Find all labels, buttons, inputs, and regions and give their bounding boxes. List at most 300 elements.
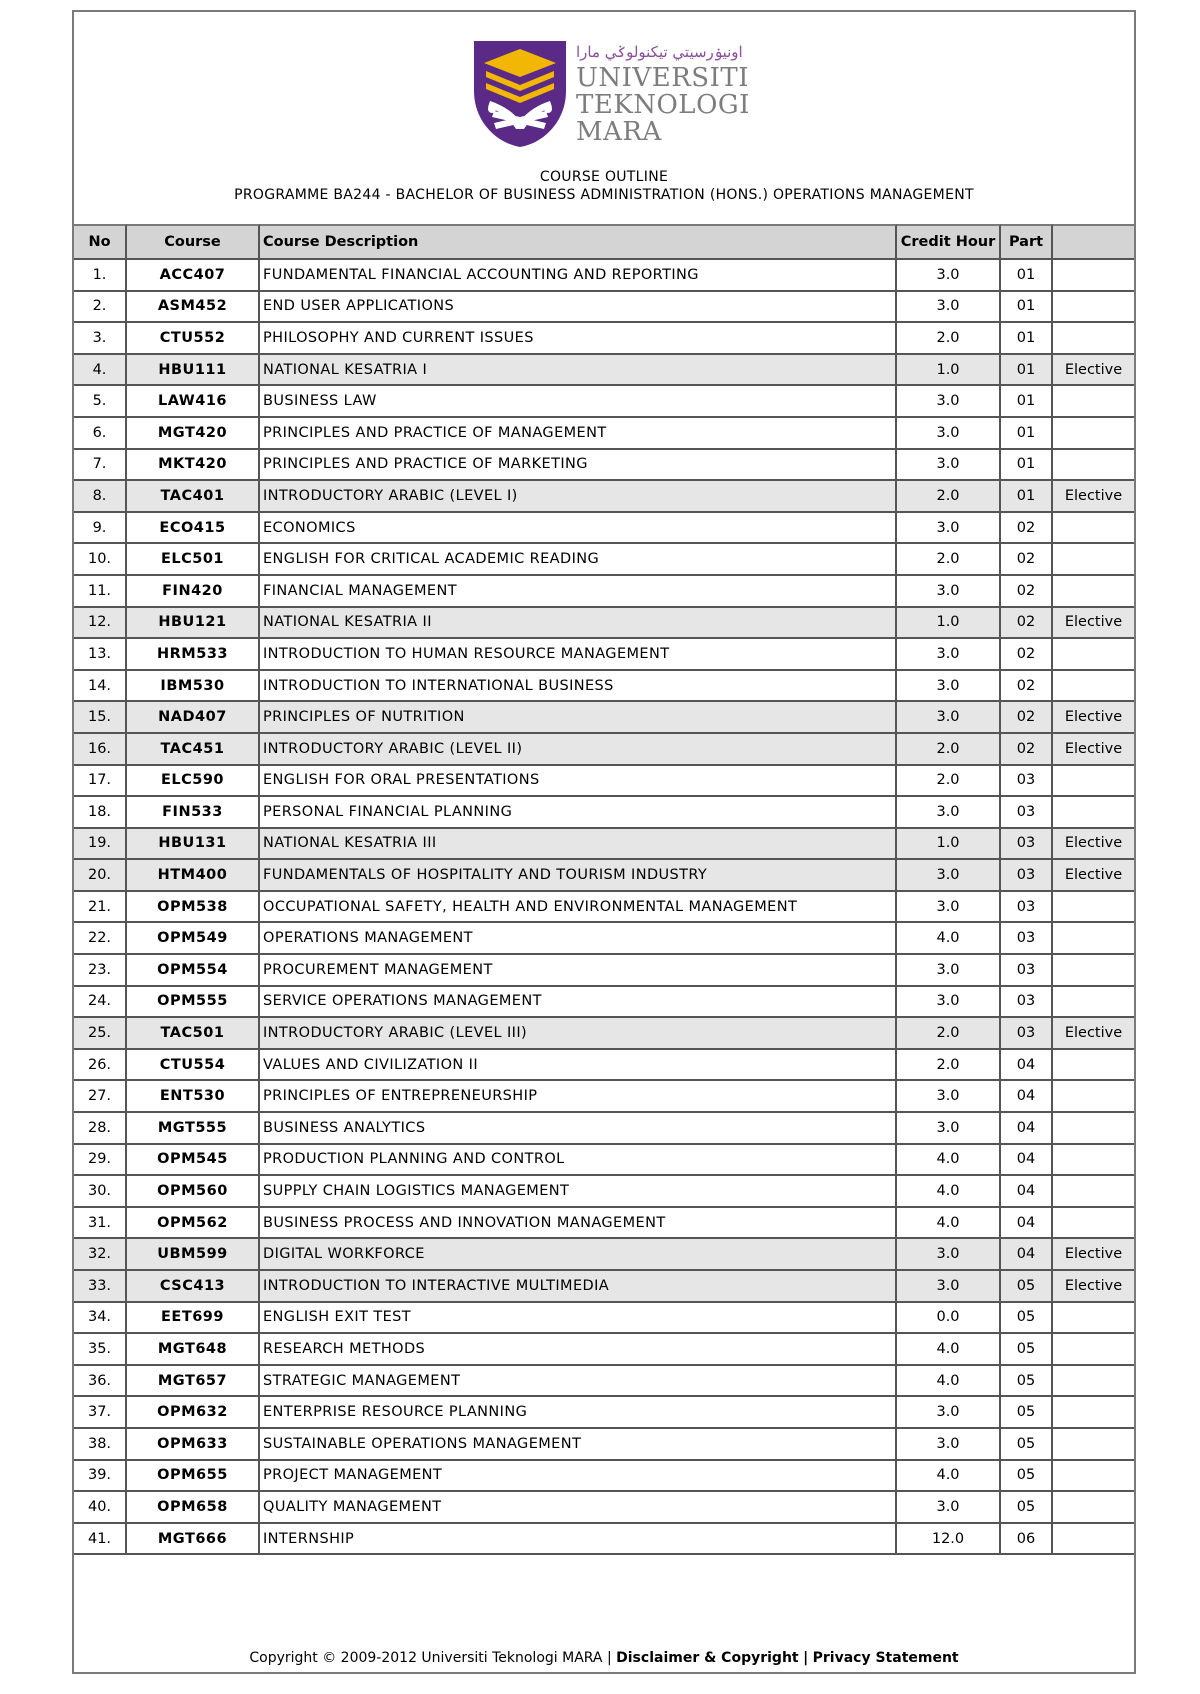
course-number: 15. [74,702,127,734]
course-description: FUNDAMENTAL FINANCIAL ACCOUNTING AND REPORTING [260,260,897,292]
credit-hour: 3.0 [897,671,1001,703]
course-part: 04 [1001,1239,1053,1271]
course-type [1053,450,1134,482]
table-row [74,1334,1134,1366]
course-part: 03 [1001,797,1053,829]
table-row [74,1524,1134,1556]
course-type [1053,1303,1134,1335]
course-part: 01 [1001,418,1053,450]
course-part: 05 [1001,1271,1053,1303]
logo-wordmark [576,39,750,147]
course-description: OCCUPATIONAL SAFETY, HEALTH AND ENVIRONMENTAL MANAGEMENT [260,892,897,924]
course-part: 04 [1001,1208,1053,1240]
course-description: INTERNSHIP [260,1524,897,1556]
course-type [1053,1081,1134,1113]
course-code: ENT530 [127,1081,260,1113]
course-part: 02 [1001,576,1053,608]
course-part: 02 [1001,544,1053,576]
credit-hour: 2.0 [897,323,1001,355]
course-part: 05 [1001,1492,1053,1524]
course-number: 35. [74,1334,127,1366]
course-code: HBU121 [127,608,260,640]
credit-hour: 3.0 [897,1429,1001,1461]
course-number: 19. [74,829,127,861]
course-type [1053,797,1134,829]
credit-hour: 3.0 [897,576,1001,608]
credit-hour: 3.0 [897,418,1001,450]
credit-hour: 3.0 [897,450,1001,482]
course-type [1053,987,1134,1019]
course-code: ELC590 [127,766,260,798]
course-description: BUSINESS PROCESS AND INNOVATION MANAGEMENT [260,1208,897,1240]
course-code: OPM632 [127,1397,260,1429]
course-part: 03 [1001,829,1053,861]
course-part: 03 [1001,955,1053,987]
course-number: 13. [74,639,127,671]
course-number: 12. [74,608,127,640]
course-code: IBM530 [127,671,260,703]
course-number: 3. [74,323,127,355]
course-number: 25. [74,1018,127,1050]
page-title: COURSE OUTLINE [539,169,669,185]
course-part: 04 [1001,1145,1053,1177]
course-code: HBU131 [127,829,260,861]
course-code: ECO415 [127,513,260,545]
credit-hour: 4.0 [897,1461,1001,1493]
course-type [1053,1145,1134,1177]
credit-hour: 4.0 [897,1145,1001,1177]
uitm-logo [472,39,750,159]
course-description: PERSONAL FINANCIAL PLANNING [260,797,897,829]
course-number: 29. [74,1145,127,1177]
course-part: 01 [1001,450,1053,482]
course-number: 7. [74,450,127,482]
course-type [1053,1208,1134,1240]
course-type [1053,544,1134,576]
course-number: 4. [74,355,127,387]
course-part: 03 [1001,1018,1053,1050]
column-header-type [1053,224,1134,260]
course-type [1053,576,1134,608]
table-row [74,418,1134,450]
course-code: TAC451 [127,734,260,766]
course-type: Elective [1053,481,1134,513]
table-row [74,671,1134,703]
course-description: PRINCIPLES AND PRACTICE OF MARKETING [260,450,897,482]
course-type [1053,513,1134,545]
course-number: 31. [74,1208,127,1240]
course-code: OPM633 [127,1429,260,1461]
course-code: MGT648 [127,1334,260,1366]
course-type: Elective [1053,1018,1134,1050]
course-part: 06 [1001,1524,1053,1556]
credit-hour: 3.0 [897,1271,1001,1303]
course-number: 26. [74,1050,127,1082]
course-type [1053,1429,1134,1461]
course-code: LAW416 [127,386,260,418]
course-part: 05 [1001,1397,1053,1429]
course-part: 04 [1001,1050,1053,1082]
course-description: ENTERPRISE RESOURCE PLANNING [260,1397,897,1429]
credit-hour: 4.0 [897,1208,1001,1240]
credit-hour: 4.0 [897,1366,1001,1398]
course-part: 03 [1001,860,1053,892]
table-row [74,639,1134,671]
course-description: INTRODUCTION TO HUMAN RESOURCE MANAGEMENT [260,639,897,671]
page-header [74,12,1134,226]
course-number: 22. [74,923,127,955]
course-description: ENGLISH EXIT TEST [260,1303,897,1335]
course-description: PRINCIPLES AND PRACTICE OF MANAGEMENT [260,418,897,450]
logo-line-teknologi: TEKNOLOGI [576,90,750,120]
course-description: SERVICE OPERATIONS MANAGEMENT [260,987,897,1019]
course-type [1053,1397,1134,1429]
course-part: 02 [1001,513,1053,545]
course-code: MGT420 [127,418,260,450]
table-row [74,513,1134,545]
credit-hour: 3.0 [897,639,1001,671]
credit-hour: 3.0 [897,1239,1001,1271]
disclaimer-link[interactable]: Disclaimer & Copyright [616,1650,799,1666]
course-description: NATIONAL KESATRIA I [260,355,897,387]
course-type: Elective [1053,355,1134,387]
course-code: ACC407 [127,260,260,292]
table-row [74,1303,1134,1335]
course-part: 03 [1001,923,1053,955]
course-type: Elective [1053,1239,1134,1271]
course-code: ASM452 [127,292,260,324]
course-code: OPM562 [127,1208,260,1240]
course-code: MGT555 [127,1113,260,1145]
course-description: ENGLISH FOR ORAL PRESENTATIONS [260,766,897,798]
credit-hour: 2.0 [897,1018,1001,1050]
logo-line-universiti: UNIVERSITI [576,63,749,93]
page-footer [74,1650,1134,1666]
credit-hour: 3.0 [897,1492,1001,1524]
course-part: 02 [1001,734,1053,766]
table-row [74,544,1134,576]
credit-hour: 3.0 [897,955,1001,987]
column-header-credit-hour: Credit Hour [897,224,1001,260]
table-row [74,987,1134,1019]
course-type [1053,292,1134,324]
table-row [74,955,1134,987]
course-number: 10. [74,544,127,576]
credit-hour: 3.0 [897,513,1001,545]
credit-hour: 4.0 [897,1176,1001,1208]
table-row [74,734,1134,766]
credit-hour: 3.0 [897,1397,1001,1429]
table-row [74,860,1134,892]
course-description: DIGITAL WORKFORCE [260,1239,897,1271]
course-description: NATIONAL KESATRIA II [260,608,897,640]
course-type [1053,1366,1134,1398]
course-description: PRINCIPLES OF NUTRITION [260,702,897,734]
course-part: 01 [1001,292,1053,324]
credit-hour: 3.0 [897,892,1001,924]
course-type: Elective [1053,702,1134,734]
course-code: ELC501 [127,544,260,576]
credit-hour: 2.0 [897,734,1001,766]
course-code: OPM555 [127,987,260,1019]
course-code: OPM545 [127,1145,260,1177]
course-part: 04 [1001,1113,1053,1145]
credit-hour: 1.0 [897,355,1001,387]
course-part: 03 [1001,892,1053,924]
course-number: 9. [74,513,127,545]
course-code: EET699 [127,1303,260,1335]
credit-hour: 1.0 [897,829,1001,861]
course-outline-frame [72,10,1136,1674]
course-table-body [74,260,1134,1555]
table-row [74,608,1134,640]
course-description: RESEARCH METHODS [260,1334,897,1366]
course-part: 02 [1001,702,1053,734]
course-type [1053,892,1134,924]
course-number: 40. [74,1492,127,1524]
table-header-row [74,224,1134,260]
course-description: PRODUCTION PLANNING AND CONTROL [260,1145,897,1177]
course-number: 28. [74,1113,127,1145]
course-type [1053,671,1134,703]
course-code: NAD407 [127,702,260,734]
table-row [74,923,1134,955]
course-type [1053,260,1134,292]
course-code: TAC501 [127,1018,260,1050]
course-part: 01 [1001,355,1053,387]
course-description: BUSINESS ANALYTICS [260,1113,897,1145]
table-row [74,1397,1134,1429]
course-part: 01 [1001,481,1053,513]
course-code: OPM549 [127,923,260,955]
course-description: FUNDAMENTALS OF HOSPITALITY AND TOURISM INDUSTRY [260,860,897,892]
course-description: NATIONAL KESATRIA III [260,829,897,861]
course-part: 04 [1001,1081,1053,1113]
course-part: 05 [1001,1429,1053,1461]
course-type: Elective [1053,1271,1134,1303]
course-number: 2. [74,292,127,324]
credit-hour: 2.0 [897,1050,1001,1082]
credit-hour: 3.0 [897,797,1001,829]
course-code: FIN420 [127,576,260,608]
credit-hour: 2.0 [897,766,1001,798]
table-row [74,1429,1134,1461]
course-number: 23. [74,955,127,987]
course-code: OPM538 [127,892,260,924]
course-part: 05 [1001,1303,1053,1335]
course-type [1053,1461,1134,1493]
credit-hour: 1.0 [897,608,1001,640]
course-type [1053,386,1134,418]
course-type: Elective [1053,734,1134,766]
table-row [74,1492,1134,1524]
course-description: SUSTAINABLE OPERATIONS MANAGEMENT [260,1429,897,1461]
course-description: PHILOSOPHY AND CURRENT ISSUES [260,323,897,355]
course-part: 01 [1001,323,1053,355]
table-row [74,1461,1134,1493]
course-description: ENGLISH FOR CRITICAL ACADEMIC READING [260,544,897,576]
table-row [74,1239,1134,1271]
course-description: PROJECT MANAGEMENT [260,1461,897,1493]
credit-hour: 12.0 [897,1524,1001,1556]
course-code: CTU554 [127,1050,260,1082]
course-code: HBU111 [127,355,260,387]
course-number: 27. [74,1081,127,1113]
course-part: 02 [1001,671,1053,703]
course-number: 21. [74,892,127,924]
course-part: 03 [1001,987,1053,1019]
table-row [74,1113,1134,1145]
table-row [74,386,1134,418]
course-number: 32. [74,1239,127,1271]
course-number: 8. [74,481,127,513]
logo-line-mara: MARA [576,117,662,147]
credit-hour: 3.0 [897,1081,1001,1113]
footer-separator: | [803,1650,809,1666]
table-row [74,323,1134,355]
course-type [1053,1524,1134,1556]
programme-title: PROGRAMME BA244 - BACHELOR OF BUSINESS ADMINISTRATION (HONS.) OPERATIONS MANAGEMENT [234,187,974,203]
table-row [74,766,1134,798]
column-header-description: Course Description [260,224,897,260]
course-description: SUPPLY CHAIN LOGISTICS MANAGEMENT [260,1176,897,1208]
course-part: 01 [1001,260,1053,292]
course-part: 05 [1001,1366,1053,1398]
course-part: 02 [1001,608,1053,640]
uitm-crest-icon [472,39,568,149]
course-number: 1. [74,260,127,292]
course-description: INTRODUCTORY ARABIC (LEVEL III) [260,1018,897,1050]
course-type: Elective [1053,608,1134,640]
course-description: INTRODUCTION TO INTERNATIONAL BUSINESS [260,671,897,703]
table-row [74,355,1134,387]
course-type [1053,639,1134,671]
credit-hour: 4.0 [897,1334,1001,1366]
logo-jawi-text: اونيۏرسيتي تيكنولوݢي مارا [576,43,743,61]
credit-hour: 3.0 [897,702,1001,734]
course-part: 03 [1001,766,1053,798]
table-row [74,1145,1134,1177]
course-part: 05 [1001,1461,1053,1493]
privacy-statement-link[interactable]: Privacy Statement [812,1650,959,1666]
table-row [74,292,1134,324]
credit-hour: 3.0 [897,386,1001,418]
copyright-text: Copyright © 2009-2012 Universiti Teknologi MARA | [249,1650,612,1666]
course-code: HTM400 [127,860,260,892]
course-code: OPM655 [127,1461,260,1493]
course-part: 05 [1001,1334,1053,1366]
course-code: HRM533 [127,639,260,671]
course-code: CTU552 [127,323,260,355]
table-row [74,260,1134,292]
table-row [74,829,1134,861]
course-type [1053,1334,1134,1366]
course-type [1053,923,1134,955]
course-number: 11. [74,576,127,608]
table-row [74,1176,1134,1208]
course-description: BUSINESS LAW [260,386,897,418]
course-part: 02 [1001,639,1053,671]
course-type [1053,1176,1134,1208]
course-description: OPERATIONS MANAGEMENT [260,923,897,955]
course-description: END USER APPLICATIONS [260,292,897,324]
course-code: UBM599 [127,1239,260,1271]
column-header-course: Course [127,224,260,260]
course-number: 6. [74,418,127,450]
course-part: 04 [1001,1176,1053,1208]
course-number: 24. [74,987,127,1019]
course-description: PROCUREMENT MANAGEMENT [260,955,897,987]
course-code: MGT657 [127,1366,260,1398]
table-row [74,797,1134,829]
course-number: 34. [74,1303,127,1335]
course-type [1053,1113,1134,1145]
course-type [1053,323,1134,355]
course-number: 18. [74,797,127,829]
course-code: OPM560 [127,1176,260,1208]
credit-hour: 3.0 [897,1113,1001,1145]
table-row [74,1050,1134,1082]
course-type [1053,1050,1134,1082]
table-row [74,576,1134,608]
course-type: Elective [1053,860,1134,892]
course-number: 37. [74,1397,127,1429]
credit-hour: 3.0 [897,987,1001,1019]
course-type [1053,955,1134,987]
credit-hour: 2.0 [897,481,1001,513]
table-row [74,1208,1134,1240]
credit-hour: 3.0 [897,860,1001,892]
table-row [74,702,1134,734]
course-description: ECONOMICS [260,513,897,545]
course-code: MKT420 [127,450,260,482]
course-code: CSC413 [127,1271,260,1303]
course-type [1053,1492,1134,1524]
credit-hour: 2.0 [897,544,1001,576]
credit-hour: 3.0 [897,292,1001,324]
course-number: 5. [74,386,127,418]
course-description: FINANCIAL MANAGEMENT [260,576,897,608]
course-number: 14. [74,671,127,703]
course-number: 16. [74,734,127,766]
course-number: 30. [74,1176,127,1208]
course-number: 20. [74,860,127,892]
course-description: STRATEGIC MANAGEMENT [260,1366,897,1398]
course-code: TAC401 [127,481,260,513]
course-description: PRINCIPLES OF ENTREPRENEURSHIP [260,1081,897,1113]
course-description: INTRODUCTORY ARABIC (LEVEL II) [260,734,897,766]
table-row [74,481,1134,513]
course-code: FIN533 [127,797,260,829]
credit-hour: 3.0 [897,260,1001,292]
column-header-no: No [74,224,127,260]
course-number: 41. [74,1524,127,1556]
course-number: 36. [74,1366,127,1398]
credit-hour: 0.0 [897,1303,1001,1335]
course-number: 33. [74,1271,127,1303]
course-number: 17. [74,766,127,798]
course-description: INTRODUCTION TO INTERACTIVE MULTIMEDIA [260,1271,897,1303]
course-type [1053,766,1134,798]
table-row [74,1366,1134,1398]
course-code: MGT666 [127,1524,260,1556]
course-code: OPM554 [127,955,260,987]
table-row [74,1018,1134,1050]
credit-hour: 4.0 [897,923,1001,955]
column-header-part: Part [1001,224,1053,260]
course-part: 01 [1001,386,1053,418]
table-row [74,450,1134,482]
